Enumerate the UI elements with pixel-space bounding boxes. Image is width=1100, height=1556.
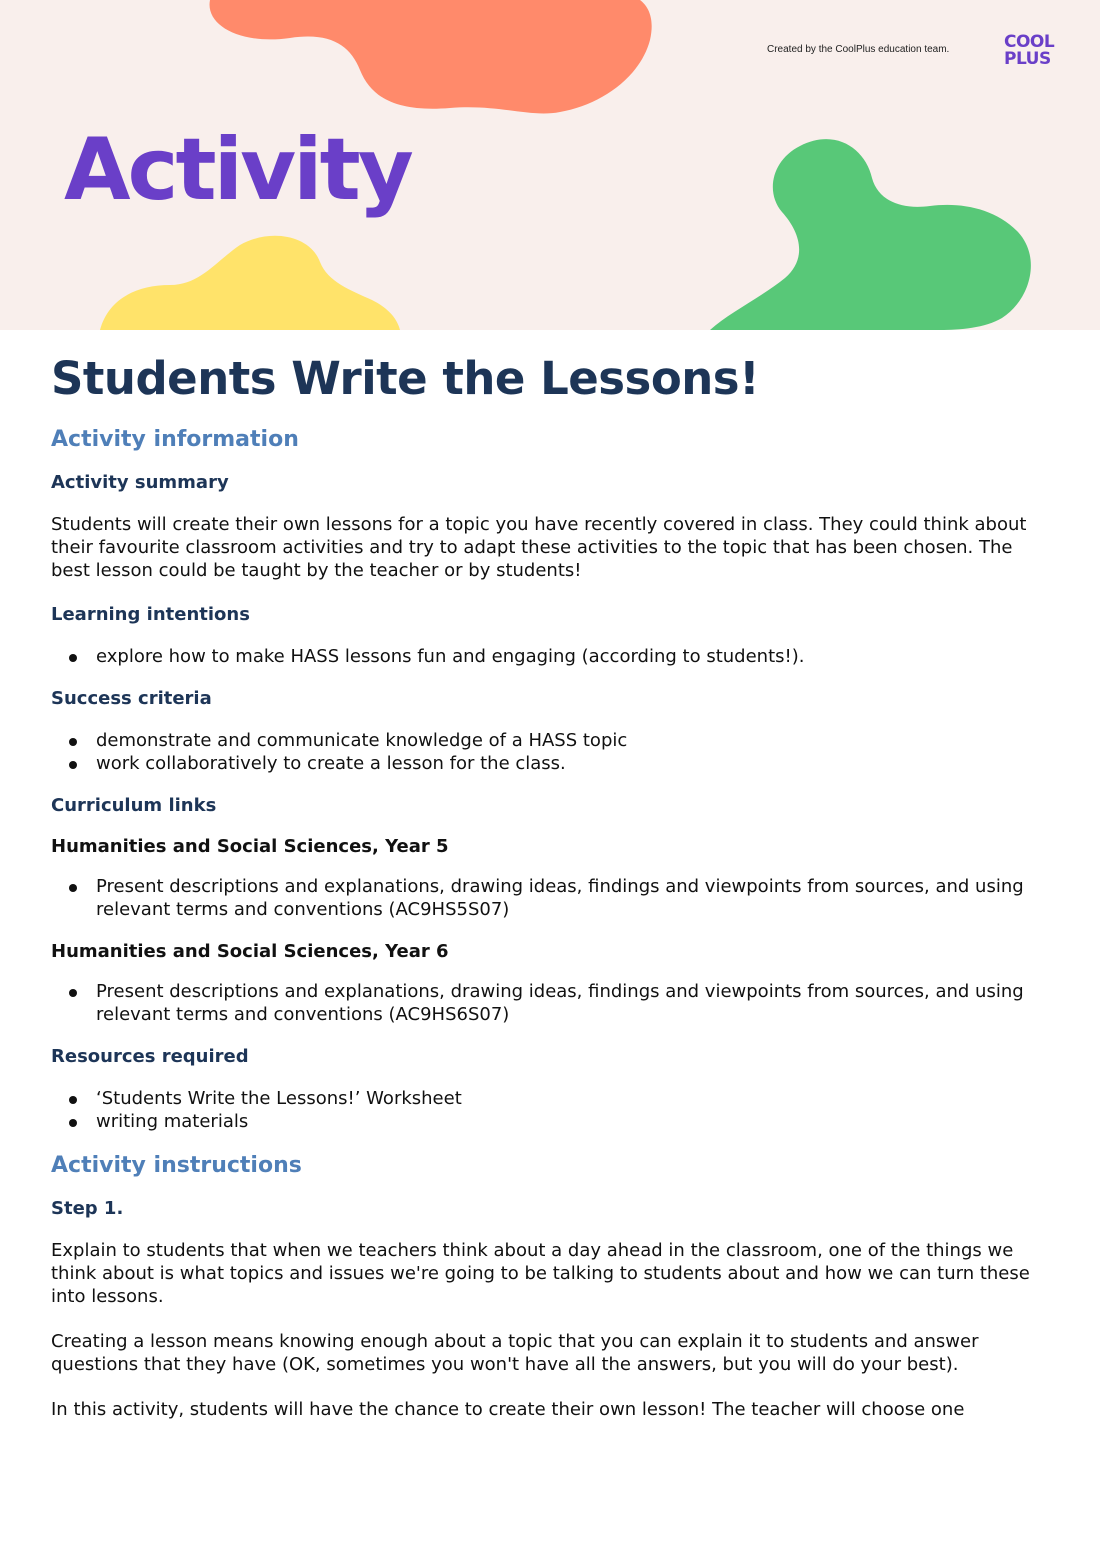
year5-heading: Humanities and Social Sciences, Year 5: [51, 836, 449, 857]
list-item: writing materials: [51, 1110, 1051, 1133]
year6-list: [51, 980, 1051, 1026]
list-item: ‘Students Write the Lessons!’ Worksheet: [51, 1087, 1051, 1110]
list-item: Present descriptions and explanations, drawing ideas, findings and viewpoints from sources, and using relevant terms and conventions (AC9HS5S07): [51, 875, 1051, 921]
list-item: work collaboratively to create a lesson for the class.: [51, 752, 1051, 775]
hero-title: Activity: [64, 120, 411, 220]
learning-intentions-list: [51, 645, 1051, 668]
instruction-paragraph: Explain to students that when we teachers think about a day ahead in the classroom, one of the things we think about is what topics and issues we're going to be talking to students about and how we can turn these into lessons.: [51, 1240, 1030, 1307]
learning-intentions-heading: Learning intentions: [51, 604, 250, 625]
page-title: Students Write the Lessons!: [51, 352, 760, 405]
activity-instructions-heading: Activity instructions: [51, 1153, 302, 1178]
list-item: explore how to make HASS lessons fun and engaging (according to students!).: [51, 645, 1051, 668]
success-criteria-heading: Success criteria: [51, 688, 212, 709]
yellow-blob: [100, 236, 400, 330]
list-item: demonstrate and communicate knowledge of a HASS topic: [51, 729, 1051, 752]
instruction-paragraph: Creating a lesson means knowing enough about a topic that you can explain it to students and answer questions that they have (OK, sometimes you won't have all the answers, but you will do your best).: [51, 1331, 979, 1375]
logo-line-plus: PLUS: [1004, 49, 1051, 69]
credit-text: Created by the CoolPlus education team.: [767, 44, 950, 55]
green-blob: [710, 139, 1031, 330]
resources-required-heading: Resources required: [51, 1046, 249, 1067]
header-banner: [0, 0, 1100, 330]
main-content: [51, 352, 1051, 1443]
success-criteria-list: [51, 729, 1051, 775]
coolplus-logo: [1004, 34, 1068, 68]
step-1-heading: Step 1.: [51, 1198, 124, 1219]
year5-list: [51, 875, 1051, 921]
activity-summary-text: Students will create their own lessons for a topic you have recently covered in class. They could think about their favourite classroom activities and try to adapt these activities to the topic that has been chosen. The best lesson could be taught by the teacher or by students!: [51, 514, 1027, 581]
activity-summary-heading: Activity summary: [51, 472, 229, 493]
instruction-paragraph: In this activity, students will have the chance to create their own lesson! The teacher will choose one: [51, 1399, 965, 1420]
curriculum-links-heading: Curriculum links: [51, 795, 217, 816]
year6-heading: Humanities and Social Sciences, Year 6: [51, 941, 449, 962]
list-item: Present descriptions and explanations, drawing ideas, findings and viewpoints from sources, and using relevant terms and conventions (AC9HS6S07): [51, 980, 1051, 1026]
activity-information-heading: Activity information: [51, 427, 299, 452]
coral-blob: [210, 0, 652, 114]
logo-line-cool: COOL: [1004, 32, 1055, 52]
resources-list: [51, 1087, 1051, 1133]
